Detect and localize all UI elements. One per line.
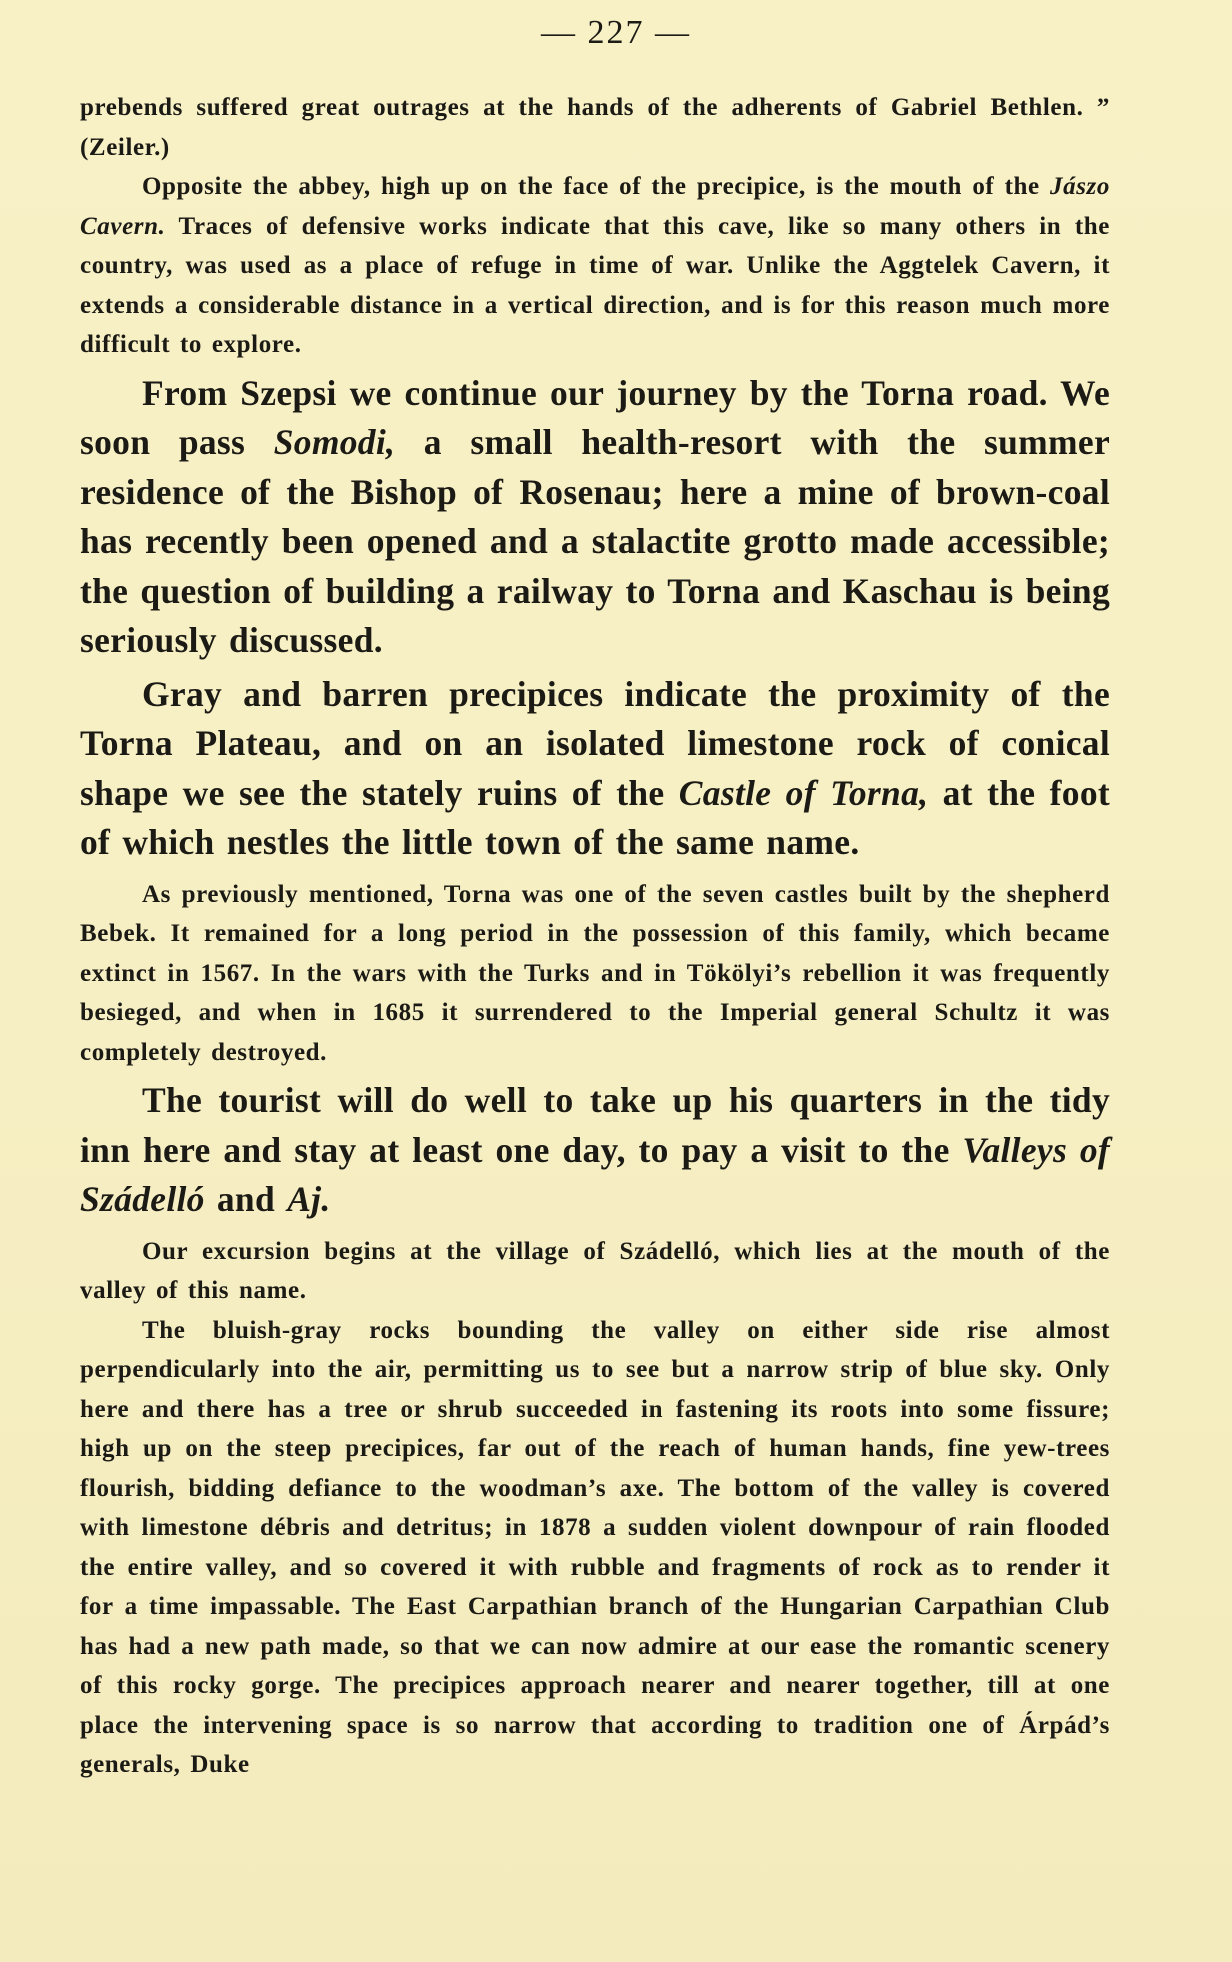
- paragraph-text: Traces of defensive works indicate that this cave, like so many others in the country, was used as a place of refuge in time of war. Unlike the Aggtelek Cavern, it extends a considerable distance in a vertical direction, and is for this reason much more difficult to explore.: [80, 212, 1110, 358]
- paragraph-text: The tourist will do well to take up his quarters in the tidy inn here and stay at least one day, to pay a visit to the: [80, 1080, 1110, 1170]
- paragraph-text: Opposite the abbey, high up on the face of the precipice, is the mouth of the: [142, 173, 1051, 200]
- paragraph-jaszo-cavern: [80, 167, 1110, 365]
- paragraph-text: Gray and barren precipices indicate the proximity of the Torna Plateau, and on an isolated limestone rock of conical shape we see the stately ruins of the: [80, 673, 1110, 813]
- paragraph-valley-description: The bluish-gray rocks bounding the valley on either side rise almost perpendicularly into the air, permitting us to see but a narrow strip of blue sky. Only here and there has a tree or shrub succeeded in fastening its roots into some fissure; high up on the steep precipices, far out of the reach of human hands, fine yew-trees flourish, bidding defiance to the woodman’s axe. The bottom of the valley is covered with limestone débris and detritus; in 1878 a sudden violent downpour of rain flooded the entire valley, and so covered it with rubble and fragments of rock as to render it for a time impassable. The East Carpathian branch of the Hungarian Carpathian Club has had a new path made, so that we can now admire at our ease the romantic scenery of this rocky gorge. The precipices approach nearer and nearer together, till at one place the intervening space is so narrow that according to tradition one of Árpád’s generals, Duke: [80, 1316, 1110, 1778]
- place-name-italic: Castle of Torna,: [678, 772, 929, 813]
- paragraph-torna-history: As previously mentioned, Torna was one of the seven castles built by the shepherd Bebek. It remained for a long period in the possession of this family, which became extinct in 1567. In the wars with the Turks and in Tökölyi’s rebellion it was frequently besieged, and when in 1685 it surrendered to the Imperial general Schultz it was completely destroyed.: [80, 880, 1110, 1066]
- place-name-italic: Jászo Cavern.: [80, 173, 1110, 240]
- page-body: [80, 88, 1110, 1785]
- paragraph-text: at the foot of which nestles the little town of the same name.: [80, 772, 1110, 862]
- place-name-italic: Aj.: [287, 1179, 331, 1219]
- paragraph-szepsi-journey: [80, 369, 1110, 666]
- paragraph-text: a small health-resort with the summer residence of the Bishop of Rosenau; here a mine of brown-coal has recently been opened and a stalactite grotto made accessible; the question of building a railway to Torna and Kaschau is being seriously discussed.: [80, 422, 1110, 660]
- paragraph-text: and: [204, 1179, 288, 1219]
- place-name-italic: Somodi,: [273, 422, 396, 462]
- place-name-italic: Valleys of Szádelló: [80, 1129, 1110, 1219]
- paragraph-text: From Szepsi we continue our journey by the Torna road. We soon pass: [80, 372, 1110, 462]
- paragraph-continuation: prebends suffered great outrages at the hands of the adherents of Gabriel Bethlen. ” (Zeiler.): [80, 94, 1110, 161]
- paragraph-excursion: Our excursion begins at the village of Szádelló, which lies at the mouth of the valley of this name.: [80, 1237, 1110, 1304]
- paragraph-torna-castle: [80, 670, 1110, 868]
- page-number: — 227 —: [541, 14, 691, 51]
- paragraph-tourist-inn: [80, 1076, 1110, 1225]
